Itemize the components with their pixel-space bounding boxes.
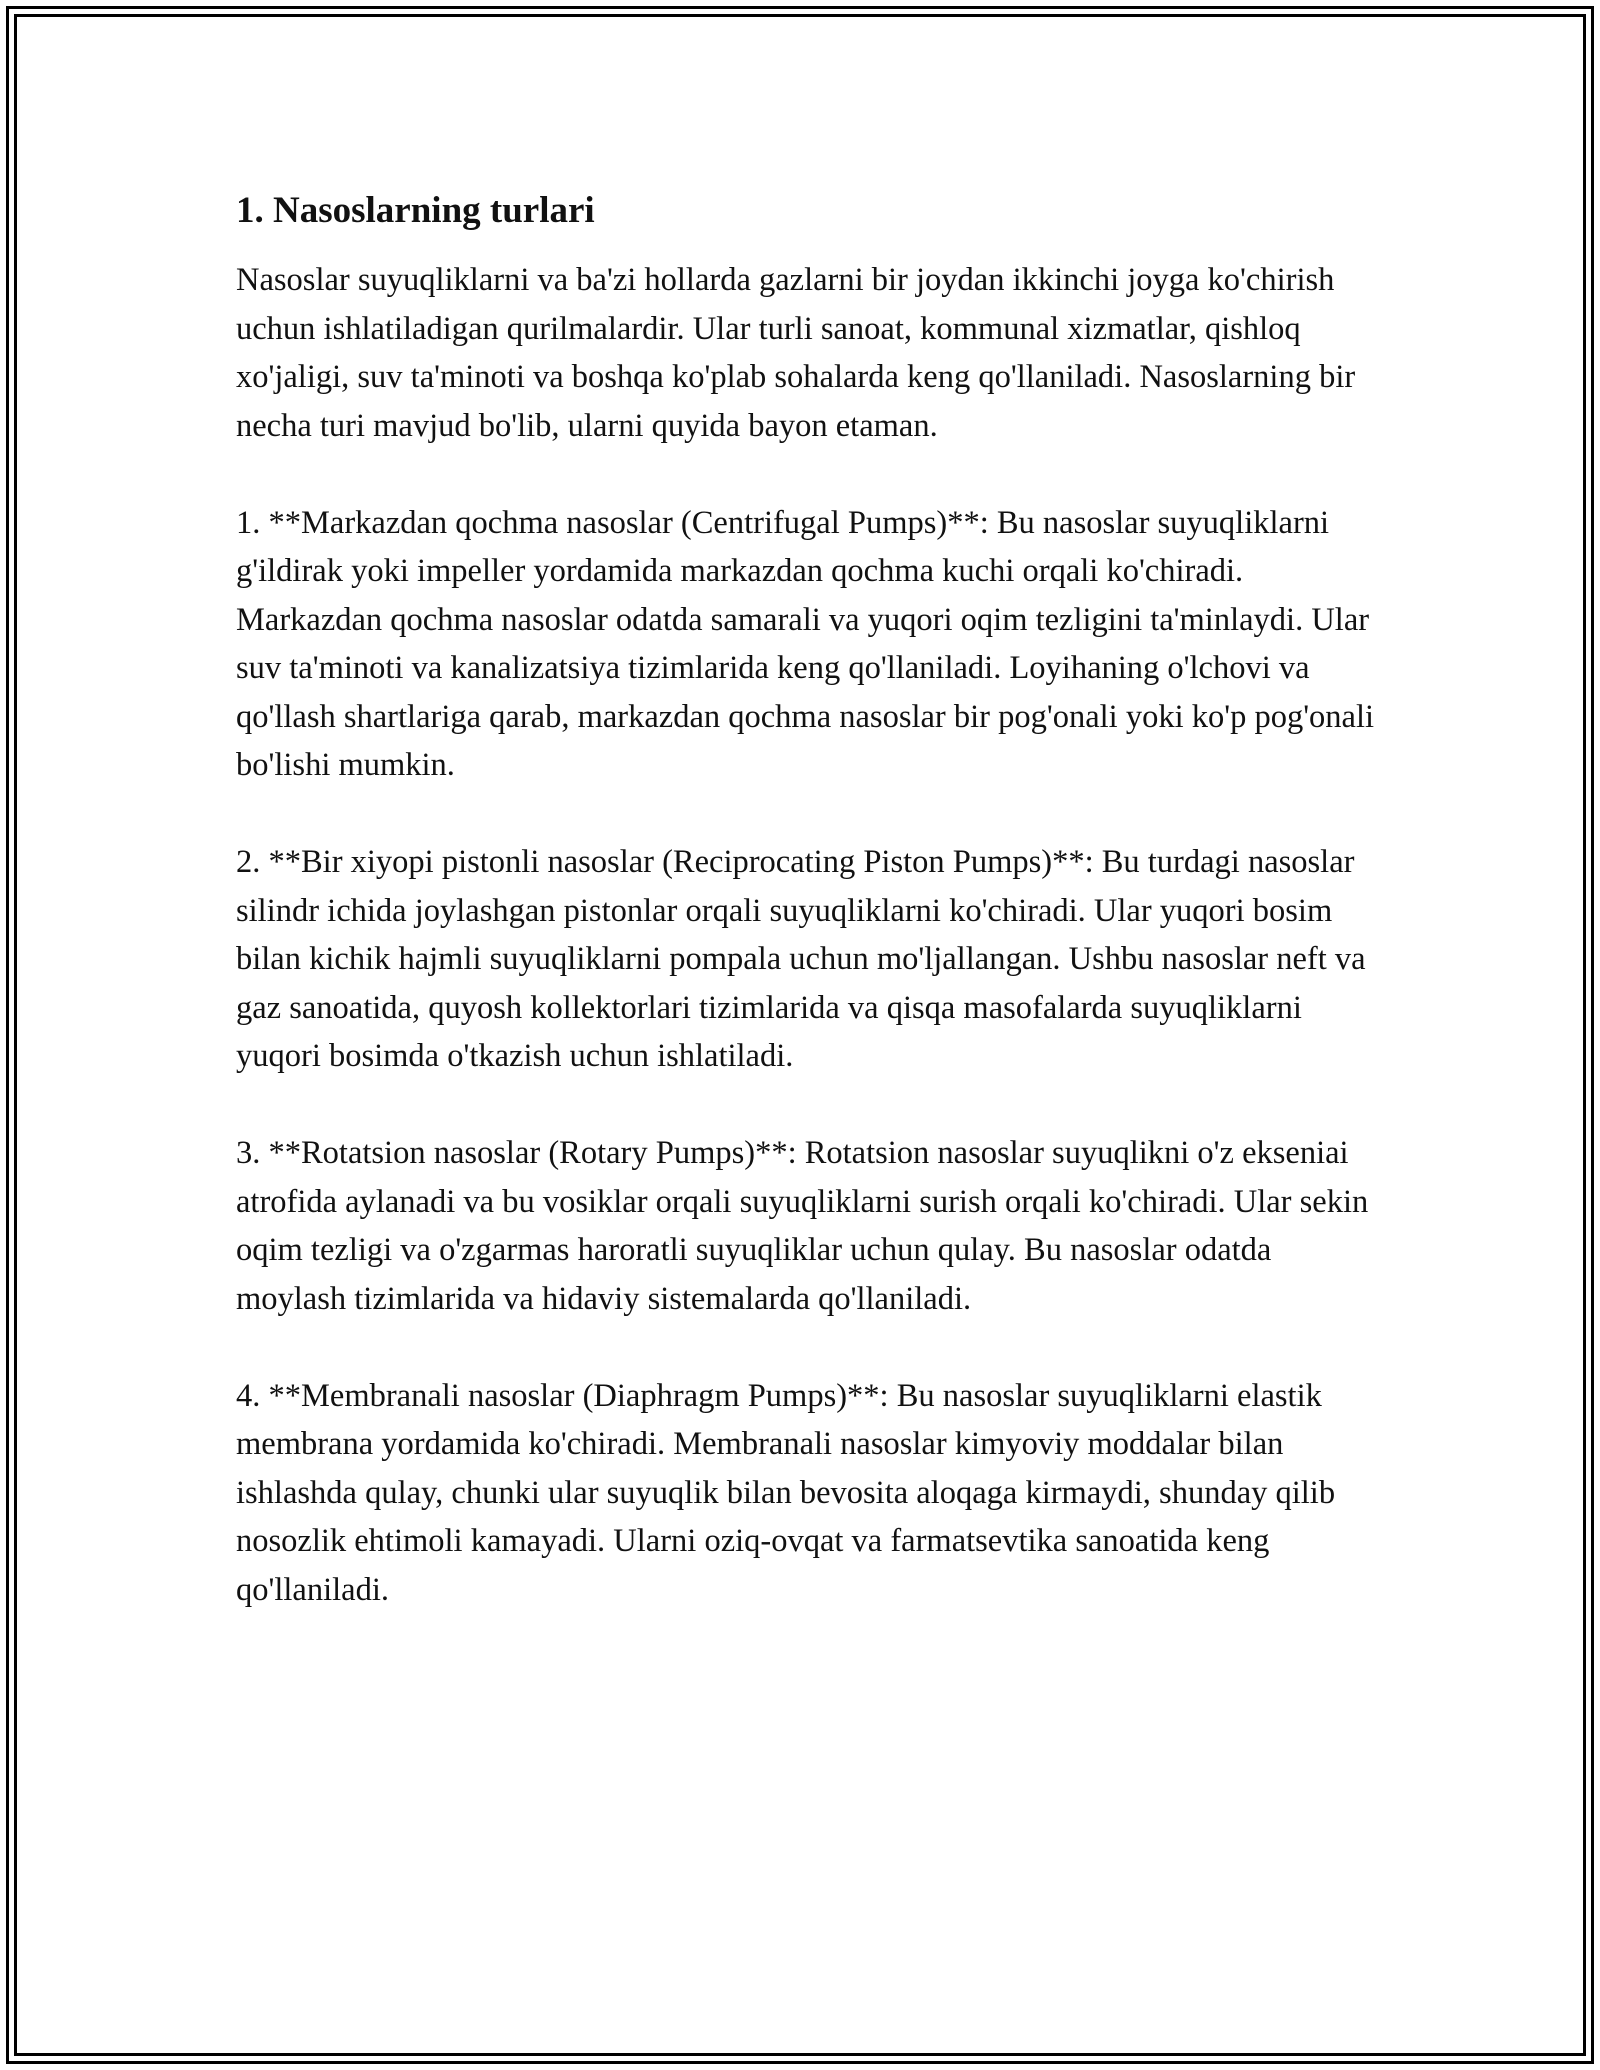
paragraph-rotary-pumps: 3. **Rotatsion nasoslar (Rotary Pumps)**: Rotatsion nasoslar suyuqlikni o'z ekseniai atrofida aylanadi va bu vosiklar orqali suyuqliklarni surish orqali ko'chiradi. Ular sekin oqim tezligi va o'zgarmas haroratli suyuqliklar uchun qulay. Bu nasoslar odatda moylash tizimlarida va hidaviy sistemalarda qo'llaniladi. (236, 1135, 1369, 1317)
paragraph-centrifugal-pumps: 1. **Markazdan qochma nasoslar (Centrifugal Pumps)**: Bu nasoslar suyuqliklarni g'ildirak yoki impeller yordamida markazdan qochma kuchi orqali ko'chiradi. Markazdan qochma nasoslar odatda samarali va yuqori oqim tezligini ta'minlaydi. Ular suv ta'minoti va kanalizatsiya tizimlarida keng qo'llaniladi. Loyihaning o'lchovi va qo'llash shartlariga qarab, markazdan qochma nasoslar bir pog'onali yoki ko'p pog'onali bo'lishi mumkin. (236, 504, 1375, 783)
paragraph-diaphragm-pumps: 4. **Membranali nasoslar (Diaphragm Pumps)**: Bu nasoslar suyuqliklarni elastik membrana yordamida ko'chiradi. Membranali nasoslar kimyoviy moddalar bilan ishlashda qulay, chunki ular suyuqlik bilan bevosita aloqaga kirmaydi, shunday qilib nosozlik ehtimoli kamayadi. Ularni oziq-ovqat va farmatsevtika sanoatida keng qo'llaniladi. (236, 1377, 1336, 1608)
intro-paragraph: Nasoslar suyuqliklarni va ba'zi hollarda gazlarni bir joydan ikkinchi joyga ko'chirish uchun ishlatiladigan qurilmalardir. Ular turli sanoat, kommunal xizmatlar, qishloq xo'jaligi, suv ta'minoti va boshqa ko'plab sohalarda keng qo'llaniladi. Nasoslarning bir necha turi mavjud bo'lib, ularni quyida bayon etaman. (236, 262, 1356, 444)
document-title: 1. Nasoslarning turlari (236, 190, 595, 231)
document-body (236, 186, 1376, 1663)
paragraph-piston-pumps: 2. **Bir xiyopi pistonli nasoslar (Reciprocating Piston Pumps)**: Bu turdagi nasoslar silindr ichida joylashgan pistonlar orqali suyuqliklarni ko'chiradi. Ular yuqori bosim bilan kichik hajmli suyuqliklarni pompala uchun mo'ljallangan. Ushbu nasoslar neft va gaz sanoatida, quyosh kollektorlari tizimlarida va qisqa masofalarda suyuqliklarni yuqori bosimda o'tkazish uchun ishlatiladi. (236, 844, 1366, 1074)
